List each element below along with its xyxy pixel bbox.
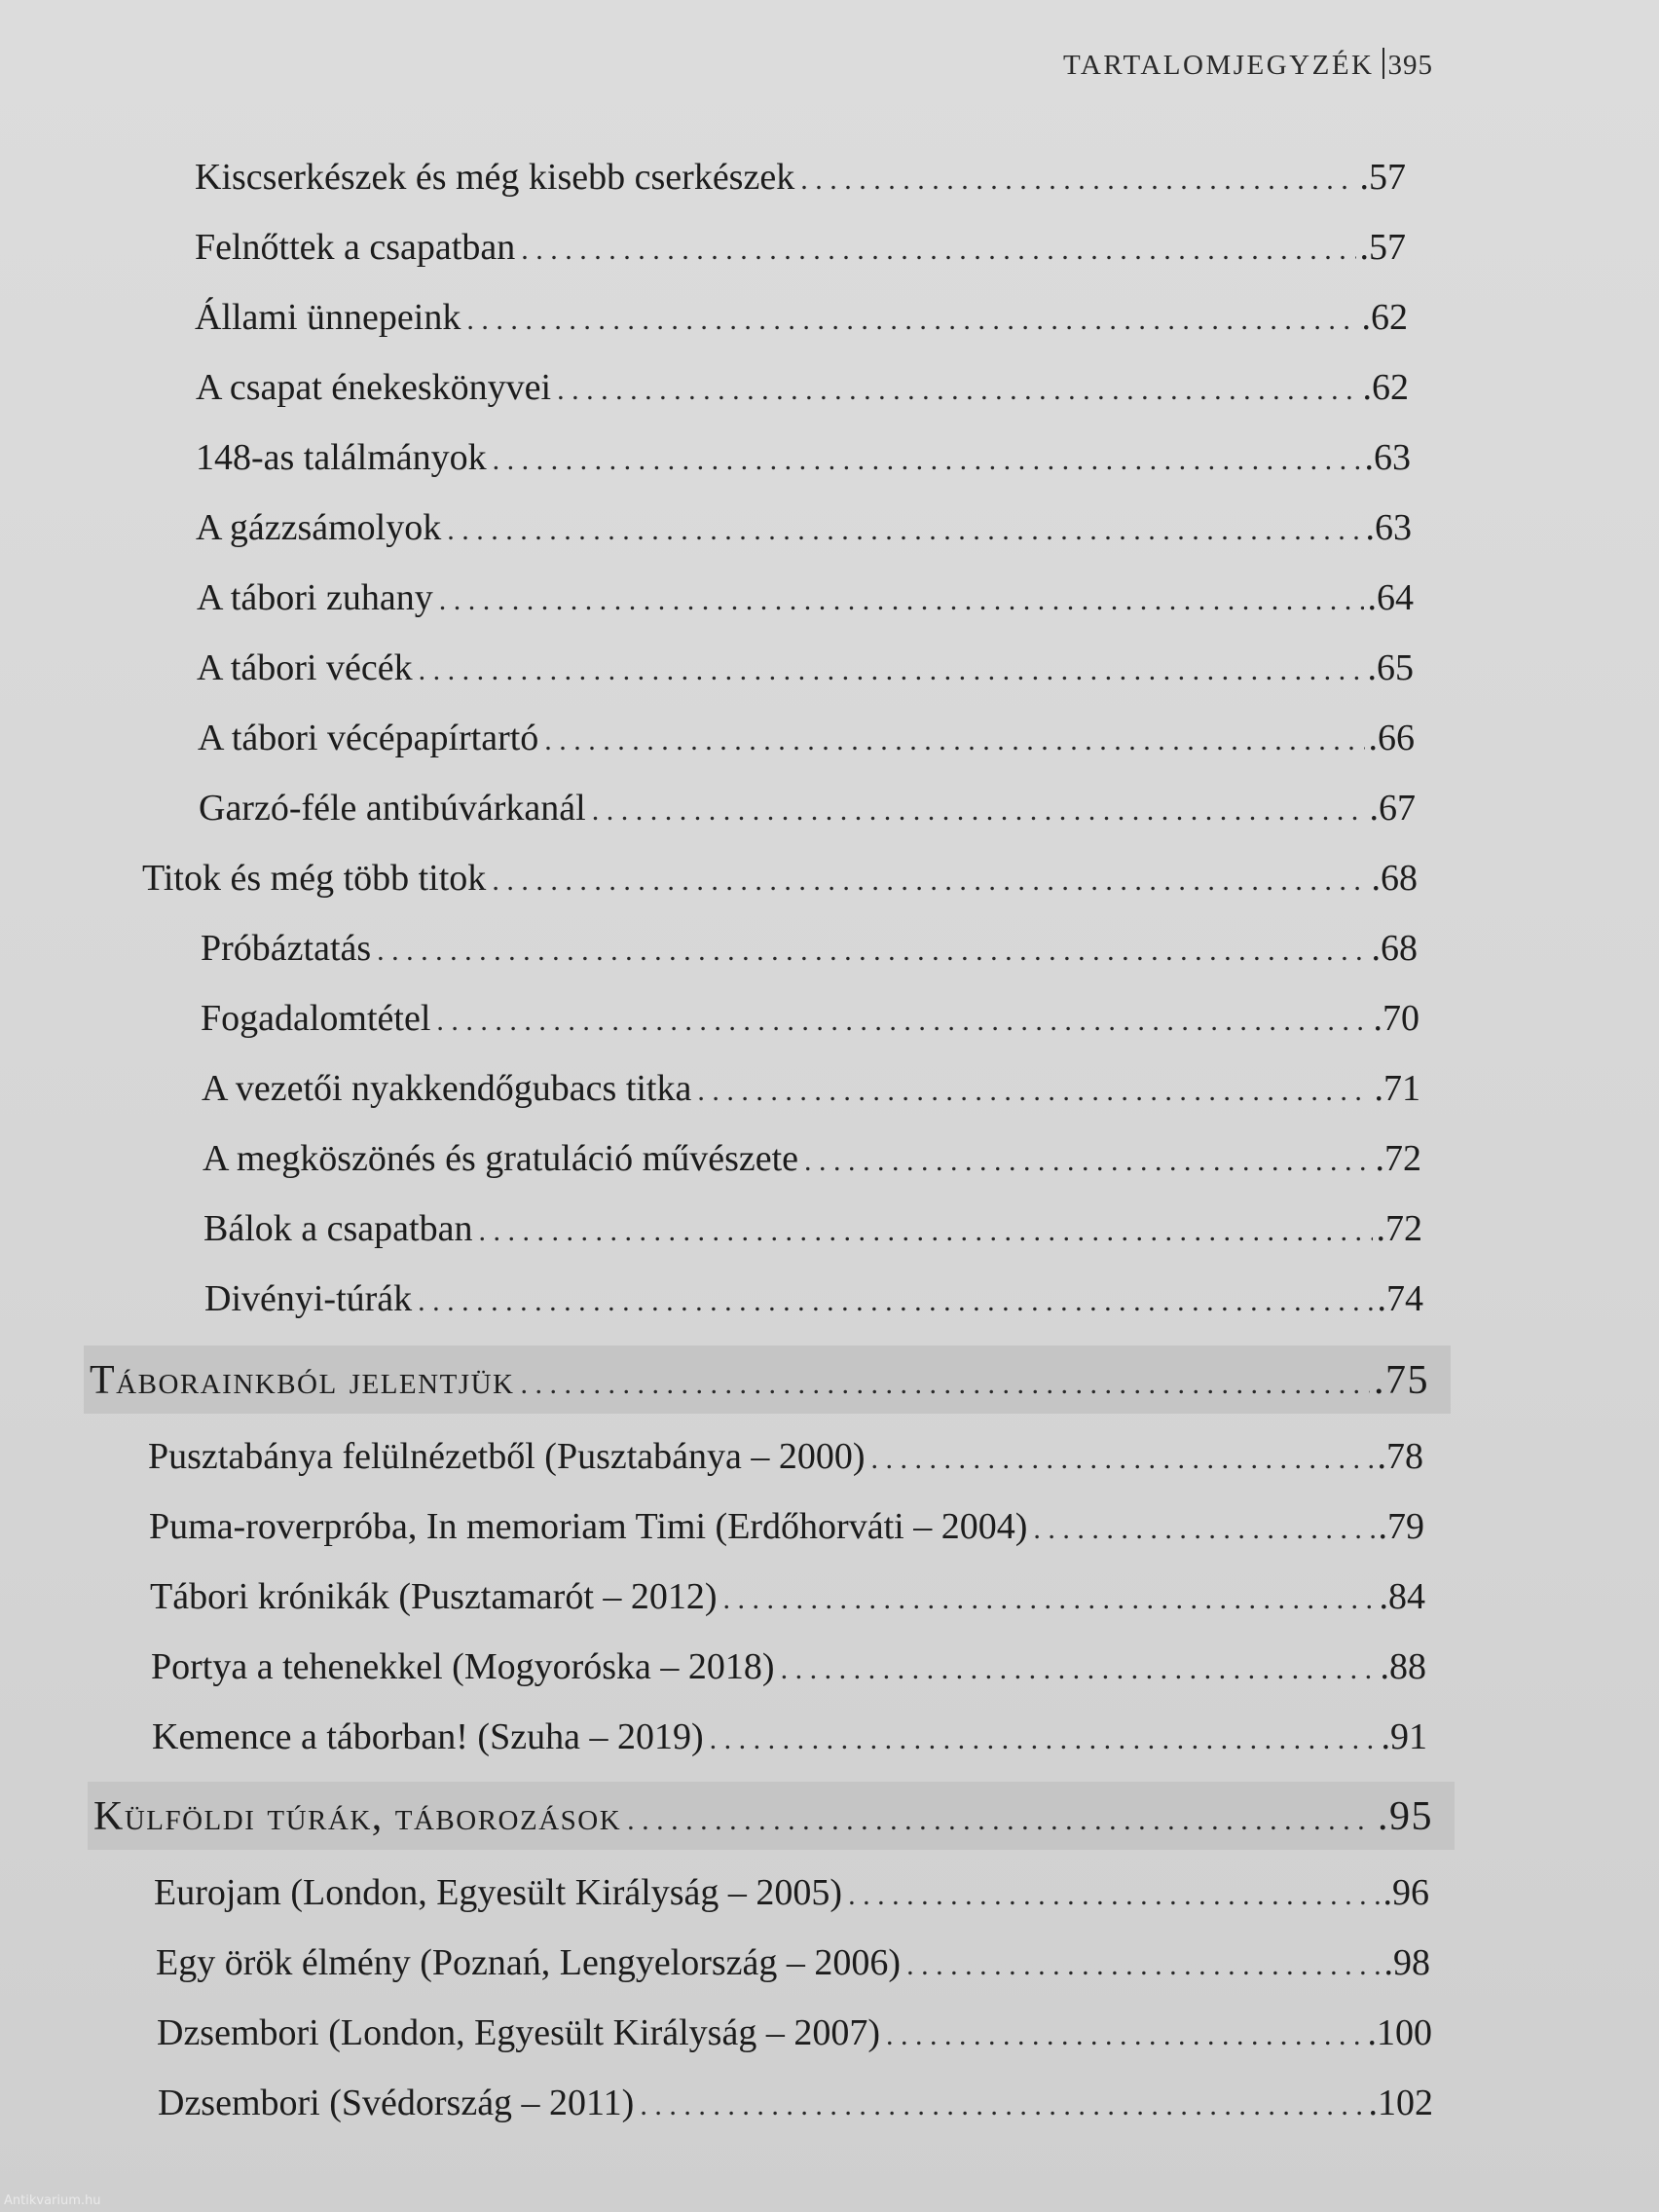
toc-entry (197, 576, 1414, 619)
dot-leader (871, 1443, 1374, 1476)
toc-entry-title: 148-as találmányok (196, 437, 487, 478)
toc-entry (149, 1505, 1424, 1548)
dot-leader (697, 1075, 1370, 1108)
toc-entry-page: .57 (1359, 227, 1406, 268)
toc-entry-page: .68 (1371, 858, 1418, 899)
toc-entry (196, 506, 1412, 549)
dot-leader (627, 1804, 1374, 1837)
toc-entry-title: Garzó-féle antibúvárkanál (199, 788, 586, 829)
toc-entry-page: .68 (1371, 928, 1418, 969)
dot-leader (439, 584, 1364, 617)
toc-entry-title: A tábori vécék (197, 647, 413, 688)
header-page-number: 395 (1387, 50, 1433, 81)
running-header (1063, 43, 1433, 82)
toc-entry-title: A vezetői nyakkendőgubacs titka (202, 1068, 692, 1109)
toc-entry (204, 1277, 1423, 1320)
dot-leader (436, 1005, 1369, 1038)
chapter-title: Külföldi túrák, táborozások (93, 1794, 622, 1839)
toc-entry-title: Puma-roverpróba, In memoriam Timi (Erdőhorváti – 2004) (149, 1506, 1028, 1547)
toc-entry-title: Felnőttek a csapatban (195, 227, 516, 268)
toc-entry-title: Eurojam (London, Egyesült Királyság – 2005) (154, 1872, 843, 1913)
toc-entry-page: .84 (1379, 1576, 1425, 1617)
toc-entry-title: Divényi-túrák (204, 1278, 413, 1319)
toc-entry (203, 1137, 1421, 1180)
dot-leader (466, 304, 1357, 337)
toc-entry-title: A gázzsámolyok (196, 507, 442, 548)
toc-entry-page: .74 (1377, 1278, 1423, 1319)
toc-entry-title: Tábori krónikák (Pusztamarót – 2012) (150, 1576, 718, 1617)
toc-entry-page: .91 (1381, 1716, 1427, 1757)
toc-entry-page: .72 (1376, 1208, 1422, 1249)
header-section-title: TARTALOMJEGYZÉK (1063, 50, 1375, 81)
toc-entry (196, 436, 1411, 479)
toc-entry-title: A tábori vécépapírtartó (198, 718, 539, 758)
toc-entry-page: .70 (1373, 998, 1419, 1039)
dot-leader (800, 164, 1355, 197)
toc-entry-title: Kemence a táborban! (Szuha – 2019) (152, 1716, 704, 1757)
toc-entry (142, 857, 1418, 900)
toc-entry-title: Dzsembori (Svédország – 2011) (158, 2083, 635, 2123)
dot-leader (419, 654, 1364, 687)
toc-entry-title: A megköszönés és gratuláció művészete (203, 1138, 799, 1179)
dot-leader (640, 2089, 1364, 2122)
toc-entry-page: .64 (1367, 577, 1414, 618)
toc-entry (195, 296, 1408, 339)
toc-entry-title: Titok és még több titok (142, 858, 487, 899)
toc-entry-title: Bálok a csapatban (203, 1208, 473, 1249)
toc-entry-title: Fogadalomtétel (201, 998, 431, 1039)
toc-entry-title: Portya a tehenekkel (Mogyoróska – 2018) (151, 1646, 775, 1687)
toc-entry-title: Állami ünnepeink (195, 297, 461, 338)
toc-entry-page: .57 (1359, 157, 1406, 198)
dot-leader (1033, 1513, 1374, 1546)
dot-leader (493, 444, 1361, 477)
toc-entry (148, 1435, 1423, 1478)
toc-entry-page: .65 (1367, 647, 1414, 688)
toc-entry-page: .66 (1368, 718, 1415, 758)
toc-entry-title: Pusztabánya felülnézetből (Pusztabánya – 2000) (148, 1436, 866, 1477)
toc-entry (158, 2082, 1433, 2124)
toc-entry-title: Dzsembori (London, Egyesült Királyság – 2007) (157, 2012, 880, 2053)
toc-entry (198, 717, 1415, 759)
toc-entry (195, 156, 1406, 199)
dot-leader (492, 865, 1367, 898)
dot-leader (377, 935, 1367, 968)
toc-entry (201, 997, 1419, 1040)
toc-entry-page: .98 (1383, 1942, 1430, 1983)
toc-entry-title: Kiscserkészek és még kisebb cserkészek (195, 157, 795, 198)
toc-entry (154, 1871, 1429, 1914)
toc-entry (152, 1715, 1427, 1758)
chapter-title: Táborainkból jelentjük (90, 1358, 515, 1403)
toc-entry-page: .62 (1361, 297, 1408, 338)
toc-entry (201, 927, 1418, 970)
toc-entry-page: .67 (1369, 788, 1416, 829)
toc-entry (151, 1645, 1426, 1688)
toc-entry-title: Próbáztatás (201, 928, 372, 969)
toc-entry (196, 366, 1409, 409)
dot-leader (418, 1285, 1373, 1318)
toc-entry-page: .79 (1378, 1506, 1424, 1547)
dot-leader (447, 514, 1361, 547)
toc-entry (197, 646, 1414, 689)
toc-entry-page: .71 (1374, 1068, 1420, 1109)
dot-leader (521, 234, 1355, 267)
toc-entry-page: .100 (1367, 2012, 1432, 2053)
dot-leader (848, 1879, 1379, 1912)
dot-leader (886, 2019, 1364, 2052)
dot-leader (544, 724, 1364, 757)
toc-entry-page: .72 (1375, 1138, 1421, 1179)
toc-entry (199, 787, 1416, 830)
watermark: Antikvarium.hu (4, 2194, 101, 2208)
dot-leader (906, 1949, 1380, 1982)
chapter-heading-band (84, 1346, 1451, 1414)
chapter-page: .95 (1378, 1794, 1433, 1839)
toc-entry-title: Egy örök élmény (Poznań, Lengyelország – 2006) (156, 1942, 902, 1983)
toc-entry (203, 1207, 1422, 1250)
chapter-heading (93, 1793, 1433, 1840)
toc-entry-page: .63 (1365, 507, 1412, 548)
toc-entry (157, 2011, 1432, 2054)
toc-entry (195, 226, 1406, 269)
toc-entry (156, 1941, 1430, 1984)
toc-entry-title: A csapat énekeskönyvei (196, 367, 552, 408)
dot-leader (804, 1145, 1371, 1178)
toc-entry-page: .88 (1380, 1646, 1426, 1687)
dot-leader (557, 374, 1358, 407)
toc-entry-title: A tábori zuhany (197, 577, 433, 618)
toc-entry-page: .62 (1362, 367, 1409, 408)
dot-leader (710, 1723, 1378, 1756)
dot-leader (781, 1653, 1377, 1686)
toc-entry-page: .96 (1382, 1872, 1429, 1913)
chapter-heading-band (88, 1782, 1455, 1850)
chapter-heading (90, 1357, 1429, 1404)
header-separator (1382, 48, 1384, 79)
dot-leader (592, 794, 1366, 828)
toc-entry (150, 1575, 1425, 1618)
chapter-page: .75 (1374, 1358, 1429, 1403)
toc-entry-page: .63 (1364, 437, 1411, 478)
dot-leader (520, 1368, 1370, 1401)
dot-leader (723, 1583, 1376, 1616)
toc-entry-page: .102 (1368, 2083, 1433, 2123)
toc-entry (202, 1067, 1420, 1110)
dot-leader (478, 1215, 1372, 1248)
toc-entry-page: .78 (1377, 1436, 1423, 1477)
